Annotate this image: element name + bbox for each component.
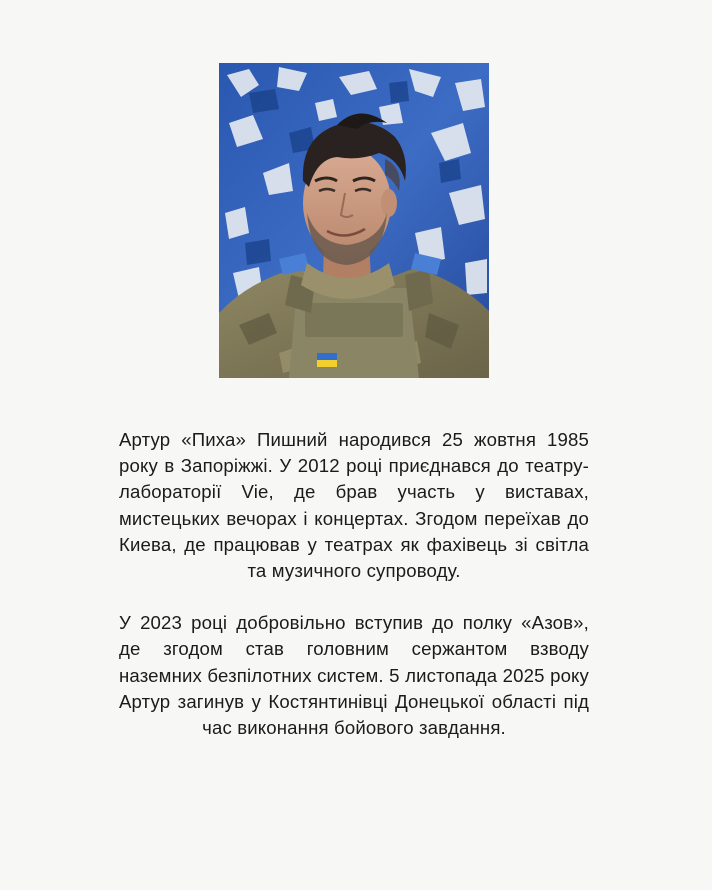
biography-paragraph-2: У 2023 році добровільно вступив до полку «Азов», де згодом став головним сержантом взводу наземних безпілотних систем. 5 листопада 2025 року Артур загинув у Костянтинівці Донецької області під час виконання бойового завдання. — [119, 612, 589, 739]
biography-paragraph-1: Артур «Пиха» Пишний народився 25 жовтня 1985 року в Запоріжжі. У 2012 році приєднався до театру-лабораторії Vie, де брав участь у виставах, мистецьких вечорах і концертах. Згодом переїхав до Киева, де працював у театрах як фахівець зі світла та музичного супроводу. — [119, 429, 589, 582]
biography-text — [119, 427, 589, 741]
portrait-photo — [219, 63, 489, 378]
portrait-illustration — [219, 63, 489, 378]
